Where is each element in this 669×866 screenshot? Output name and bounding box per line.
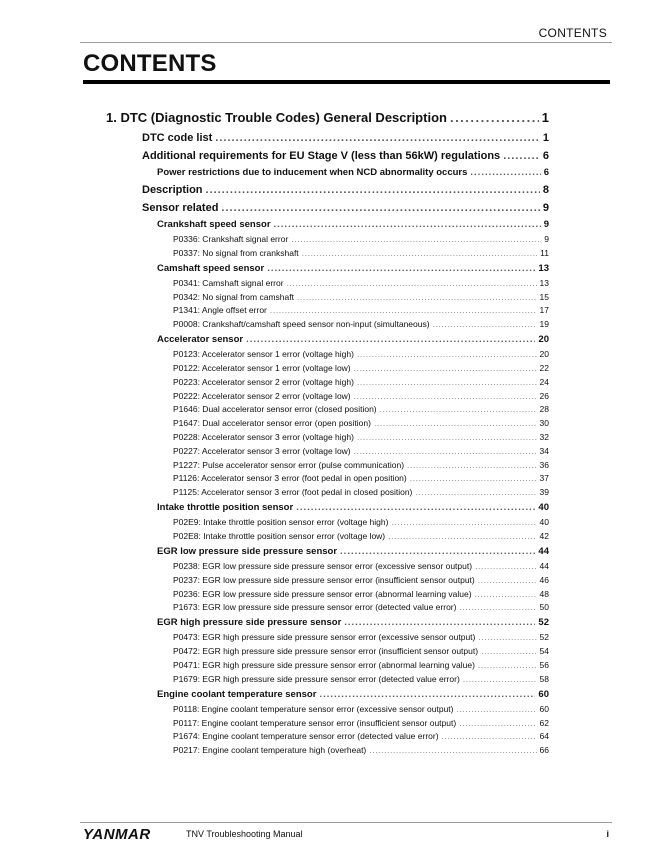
toc-dot-leader [215, 132, 540, 144]
toc-dot-leader [291, 234, 541, 244]
toc-entry-page: 1 [542, 132, 549, 144]
toc-entry[interactable] [173, 632, 549, 642]
toc-entry-page: 15 [539, 291, 549, 302]
toc-entry[interactable] [173, 704, 549, 714]
toc-entry[interactable] [157, 219, 549, 230]
toc-dot-leader [374, 418, 537, 428]
toc-entry-page: 39 [539, 487, 549, 498]
toc-entry-label: Crankshaft speed sensor [157, 219, 271, 230]
toc-dot-leader [369, 745, 536, 755]
toc-entry-label: P0227: Accelerator sensor 3 error (voltage low) [173, 445, 351, 456]
toc-entry-page: 34 [539, 445, 549, 456]
toc-entry[interactable] [157, 334, 549, 345]
toc-dot-leader [287, 278, 537, 288]
toc-entry-label: P0472: EGR high pressure side pressure sensor error (insufficient sensor output) [173, 646, 479, 657]
toc-entry-label: P1646: Dual accelerator sensor error (closed position) [173, 404, 377, 415]
toc-entry[interactable] [157, 617, 549, 628]
toc-dot-leader [357, 349, 537, 359]
toc-entry-label: P0471: EGR high pressure side pressure sensor error (abnormal learning value) [173, 660, 475, 670]
toc-dot-leader [391, 517, 536, 527]
toc-entry[interactable] [173, 377, 549, 387]
page-number: i [606, 829, 609, 839]
toc-entry-label: P02E8: Intake throttle position sensor error (voltage low) [173, 531, 386, 541]
toc-entry[interactable] [173, 292, 549, 302]
toc-dot-leader [459, 718, 536, 728]
toc-entry-page: 48 [539, 588, 549, 599]
toc-entry-page: 50 [539, 602, 549, 613]
toc-entry-page: 44 [538, 546, 549, 557]
toc-entry[interactable] [173, 589, 549, 599]
toc-dot-leader [270, 305, 537, 315]
toc-entry-page: 42 [539, 531, 549, 541]
toc-dot-leader [475, 561, 536, 571]
toc-entry-label: Description [142, 184, 203, 196]
manual-title: TNV Troubleshooting Manual [186, 829, 303, 839]
toc-entry-page: 13 [538, 262, 549, 274]
toc-dot-leader [475, 589, 537, 599]
toc-entry-page: 64 [539, 731, 549, 742]
toc-entry[interactable] [173, 391, 549, 401]
toc-entry-label: EGR low pressure side pressure sensor [157, 546, 338, 557]
toc-entry-label: P0122: Accelerator sensor 1 error (voltage low) [173, 363, 351, 373]
toc-entry[interactable] [173, 234, 549, 244]
toc-entry-label: P0008: Crankshaft/camshaft speed sensor non-input (simultaneous) [173, 319, 430, 330]
toc-entry[interactable] [173, 248, 549, 258]
toc-entry[interactable] [157, 689, 549, 700]
toc-entry-page: 58 [539, 673, 549, 684]
toc-entry-page: 9 [543, 219, 549, 230]
toc-entry[interactable] [173, 531, 549, 541]
toc-entry-label: P0473: EGR high pressure side pressure sensor error (excessive sensor output) [173, 632, 476, 643]
toc-entry-label: P0222: Accelerator sensor 2 error (voltage low) [173, 390, 351, 401]
running-head: CONTENTS [538, 26, 607, 40]
toc-entry-page: 37 [539, 473, 549, 484]
toc-entry-page: 30 [539, 418, 549, 429]
toc-entry-page: 52 [538, 617, 549, 629]
toc-entry[interactable] [173, 731, 549, 741]
toc-entry-label: P0123: Accelerator sensor 1 error (voltage high) [173, 349, 354, 360]
toc-dot-leader [407, 460, 537, 470]
toc-entry[interactable] [173, 432, 549, 442]
toc-dot-leader [319, 689, 535, 700]
toc-entry[interactable] [157, 502, 549, 513]
toc-entry-label: P0337: No signal from crankshaft [173, 247, 299, 258]
toc-entry[interactable] [173, 404, 549, 414]
toc-entry-label: P0228: Accelerator sensor 3 error (voltage high) [173, 432, 354, 442]
toc-entry-label: P1125: Accelerator sensor 3 error (foot pedal in closed position) [173, 487, 413, 498]
toc-entry-page: 8 [542, 184, 549, 196]
toc-entry-label: P02E9: Intake throttle position sensor error (voltage high) [173, 517, 389, 528]
toc-entry[interactable] [173, 473, 549, 483]
toc-entry-label: P0342: No signal from camshaft [173, 291, 294, 302]
page-title: CONTENTS [83, 50, 217, 77]
toc-entry-label: Intake throttle position sensor [157, 502, 294, 514]
toc-dot-leader [450, 110, 539, 125]
toc-dot-leader [221, 202, 539, 214]
toc-entry-page: 24 [539, 376, 549, 387]
toc-entry-label: Camshaft speed sensor [157, 262, 265, 274]
toc-entry[interactable] [173, 487, 549, 497]
toc-entry-page: 9 [542, 201, 549, 214]
toc-entry-page: 6 [542, 149, 549, 162]
toc-entry-page: 44 [539, 561, 549, 571]
toc-entry[interactable] [142, 184, 549, 196]
toc-dot-leader [302, 248, 537, 258]
toc-entry[interactable] [106, 110, 549, 125]
toc-entry-page: 60 [539, 703, 549, 714]
toc-entry[interactable] [173, 278, 549, 288]
toc-entry[interactable] [173, 446, 549, 456]
toc-entry[interactable] [142, 132, 549, 144]
toc-entry[interactable] [157, 263, 549, 274]
toc-entry[interactable] [173, 305, 549, 315]
toc-entry[interactable] [173, 575, 549, 585]
title-bar [83, 80, 610, 84]
toc-entry-label: P1679: EGR high pressure side pressure sensor error (detected value error) [173, 673, 460, 684]
toc-dot-leader [354, 363, 537, 373]
toc-dot-leader [459, 602, 536, 612]
toc-entry-page: 40 [539, 517, 549, 528]
toc-entry[interactable] [142, 150, 549, 162]
toc-dot-leader [357, 377, 537, 387]
yanmar-logo: YANMAR [83, 826, 151, 843]
toc-entry-label: 1. DTC (Diagnostic Trouble Codes) General Description [106, 110, 447, 125]
toc-dot-leader [503, 150, 540, 162]
toc-entry-label: P0236: EGR low pressure side pressure sensor error (abnormal learning value) [173, 588, 472, 599]
toc-entry-label: P1673: EGR low pressure side pressure sensor error (detected value error) [173, 602, 457, 613]
toc-dot-leader [267, 263, 535, 274]
toc-entry-label: Power restrictions due to inducement when NCD abnormality occurs [157, 166, 468, 178]
toc-entry-label: Additional requirements for EU Stage V (less than 56kW) regulations [142, 149, 501, 162]
toc-entry-page: 22 [539, 363, 549, 373]
toc-entry[interactable] [173, 674, 549, 684]
toc-dot-leader [470, 167, 540, 178]
toc-entry[interactable] [173, 349, 549, 359]
toc-entry-page: 1 [541, 110, 549, 125]
toc-entry-page: 20 [539, 349, 549, 360]
toc-entry-label: EGR high pressure side pressure sensor [157, 617, 342, 629]
toc-entry-label: P1674: Engine coolant temperature sensor error (detected value error) [173, 731, 439, 742]
toc-entry-page: 17 [539, 305, 549, 316]
toc-entry-label: P0223: Accelerator sensor 2 error (voltage high) [173, 376, 354, 387]
toc-dot-leader [354, 446, 537, 456]
toc-entry-page: 36 [539, 459, 549, 470]
toc-entry[interactable] [173, 718, 549, 728]
toc-entry-page: 56 [539, 660, 549, 670]
header-rule [80, 42, 612, 43]
toc-entry-label: DTC code list [142, 132, 213, 144]
toc-entry-page: 9 [544, 234, 549, 244]
toc-entry-label: P1126: Accelerator sensor 3 error (foot pedal in open position) [173, 473, 407, 484]
toc-dot-leader [354, 391, 537, 401]
toc-entry-page: 32 [539, 432, 549, 442]
toc-dot-leader [442, 731, 537, 741]
toc-entry-label: P0117: Engine coolant temperature sensor error (insufficient sensor output) [173, 717, 457, 728]
toc-dot-leader [296, 502, 535, 513]
toc-dot-leader [463, 674, 537, 684]
toc-entry-page: 19 [539, 319, 549, 330]
toc-entry[interactable] [173, 561, 549, 571]
toc-entry-page: 20 [538, 334, 549, 346]
toc-entry-label: P1227: Pulse accelerator sensor error (pulse communication) [173, 459, 405, 470]
toc-dot-leader [415, 487, 536, 497]
toc-entry-page: 46 [539, 574, 549, 585]
toc-entry[interactable] [157, 546, 549, 557]
toc-dot-leader [478, 575, 537, 585]
toc-entry[interactable] [173, 460, 549, 470]
toc-entry[interactable] [173, 660, 549, 670]
toc-entry[interactable] [173, 319, 549, 329]
toc-entry[interactable] [142, 202, 549, 214]
toc-dot-leader [457, 704, 537, 714]
toc-entry-page: 60 [538, 688, 549, 700]
toc-entry-label: P0341: Camshaft signal error [173, 277, 284, 288]
toc-entry-label: P0217: Engine coolant temperature high (overheat) [173, 745, 367, 756]
toc-entry-page: 6 [543, 166, 549, 178]
toc-entry-page: 66 [539, 745, 549, 756]
toc-entry-page: 13 [539, 277, 549, 288]
toc-entry-label: P1647: Dual accelerator sensor error (open position) [173, 418, 371, 429]
toc-entry-label: Sensor related [142, 201, 219, 214]
toc-entry[interactable] [173, 745, 549, 755]
toc-entry[interactable] [173, 602, 549, 612]
toc-entry[interactable] [173, 646, 549, 656]
footer-rule [80, 822, 612, 823]
toc-entry-label: P0336: Crankshaft signal error [173, 234, 289, 244]
toc-entry-page: 62 [539, 717, 549, 728]
toc-entry-label: Accelerator sensor [157, 334, 244, 346]
toc-entry-page: 28 [539, 404, 549, 415]
toc-dot-leader [478, 660, 537, 670]
toc-dot-leader [274, 219, 541, 230]
toc-entry[interactable] [173, 418, 549, 428]
toc-entry-page: 11 [540, 247, 549, 258]
toc-dot-leader [340, 546, 535, 557]
toc-dot-leader [206, 184, 540, 196]
toc-entry-label: P0237: EGR low pressure side pressure sensor error (insufficient sensor output) [173, 574, 475, 585]
toc-dot-leader [478, 632, 536, 642]
toc-entry-page: 26 [539, 390, 549, 401]
toc-entry[interactable] [173, 517, 549, 527]
toc-entry-page: 40 [538, 502, 549, 514]
toc-dot-leader [410, 473, 537, 483]
toc-dot-leader [297, 292, 537, 302]
toc-entry-label: P0118: Engine coolant temperature sensor error (excessive sensor output) [173, 703, 454, 714]
toc-dot-leader [433, 319, 537, 329]
toc-dot-leader [344, 617, 535, 628]
toc-entry-page: 54 [539, 646, 549, 657]
toc-entry-page: 52 [539, 632, 549, 643]
toc-dot-leader [246, 334, 535, 345]
toc-dot-leader [380, 404, 537, 414]
toc-entry-label: P0238: EGR low pressure side pressure sensor error (excessive sensor output) [173, 561, 473, 571]
toc-entry-label: Engine coolant temperature sensor [157, 688, 317, 700]
toc-entry[interactable] [173, 363, 549, 373]
toc-dot-leader [388, 531, 536, 541]
toc-dot-leader [357, 432, 537, 442]
toc-entry-label: P1341: Angle offset error [173, 305, 267, 316]
toc-dot-leader [481, 646, 536, 656]
toc-entry[interactable] [157, 167, 549, 178]
